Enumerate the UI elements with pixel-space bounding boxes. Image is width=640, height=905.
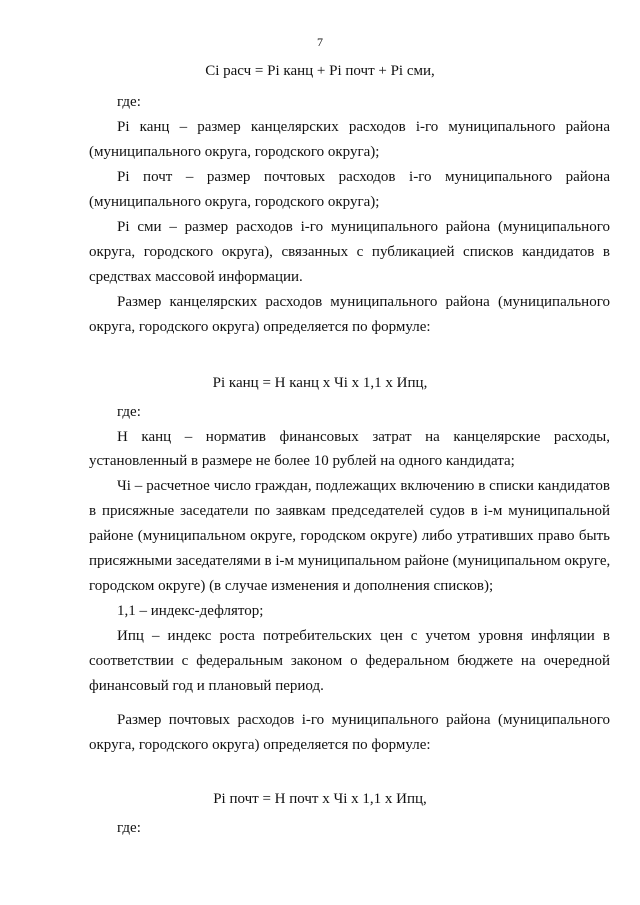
definition-line: установленный в размере не более 10 рублей на одного кандидата; — [89, 453, 515, 469]
definition-line: Pi сми – размер расходов i-го муниципального района (муниципального — [117, 219, 610, 235]
definition-line: городском округе) (в случае изменения и дополнения списков); — [89, 578, 494, 594]
paragraph-line: округа, городского округа) определяется по формуле: — [89, 737, 431, 753]
definition-line: (муниципального округа, городского округа); — [89, 144, 380, 160]
formula-postal-cost: Pi почт = Н почт х Чi х 1,1 х Ипц, — [213, 791, 427, 807]
definition-line: (муниципального округа, городского округа); — [89, 194, 380, 210]
where-label: где: — [117, 404, 141, 420]
paragraph-line: Размер канцелярских расходов муниципального района (муниципального — [117, 294, 610, 310]
definition-line: соответствии с федеральным законом о федеральном бюджете на очередной — [89, 653, 610, 669]
page-number: 7 — [317, 35, 323, 49]
definition-line: Чi – расчетное число граждан, подлежащих включению в списки кандидатов — [117, 478, 610, 494]
definition-line: средствах массовой информации. — [89, 269, 303, 285]
where-label: где: — [117, 94, 141, 110]
definition-line: Н канц – норматив финансовых затрат на канцелярские расходы, — [117, 429, 610, 445]
definition-line: в присяжные заседатели по заявкам председателей судов в i-м муниципальной — [89, 503, 610, 519]
definition-line: Pi канц – размер канцелярских расходов i-го муниципального района — [117, 119, 610, 135]
definition-line: присяжными заседателями в i-м муниципальном районе (муниципальном округе, — [89, 553, 611, 569]
where-label: где: — [117, 820, 141, 836]
definition-line: районе (муниципальном округе, городском округе) либо утративших право быть — [89, 528, 610, 544]
paragraph-line: округа, городского округа) определяется по формуле: — [89, 319, 431, 335]
definition-line: Ипц – индекс роста потребительских цен с учетом уровня инфляции в — [117, 628, 610, 644]
definition-line: округа, городского округа), связанных с публикацией списков кандидатов в — [89, 244, 610, 260]
paragraph-line: Размер почтовых расходов i-го муниципального района (муниципального — [117, 712, 610, 728]
definition-line: Pi почт – размер почтовых расходов i-го муниципального района — [117, 169, 610, 185]
definition-line: финансовый год и плановый период. — [89, 678, 324, 694]
definition-line: 1,1 – индекс-дефлятор; — [117, 603, 264, 619]
formula-total-cost: Ci расч = Pi канц + Pi почт + Pi сми, — [205, 63, 435, 79]
formula-office-cost: Pi канц = Н канц х Чi х 1,1 х Ипц, — [212, 375, 428, 391]
